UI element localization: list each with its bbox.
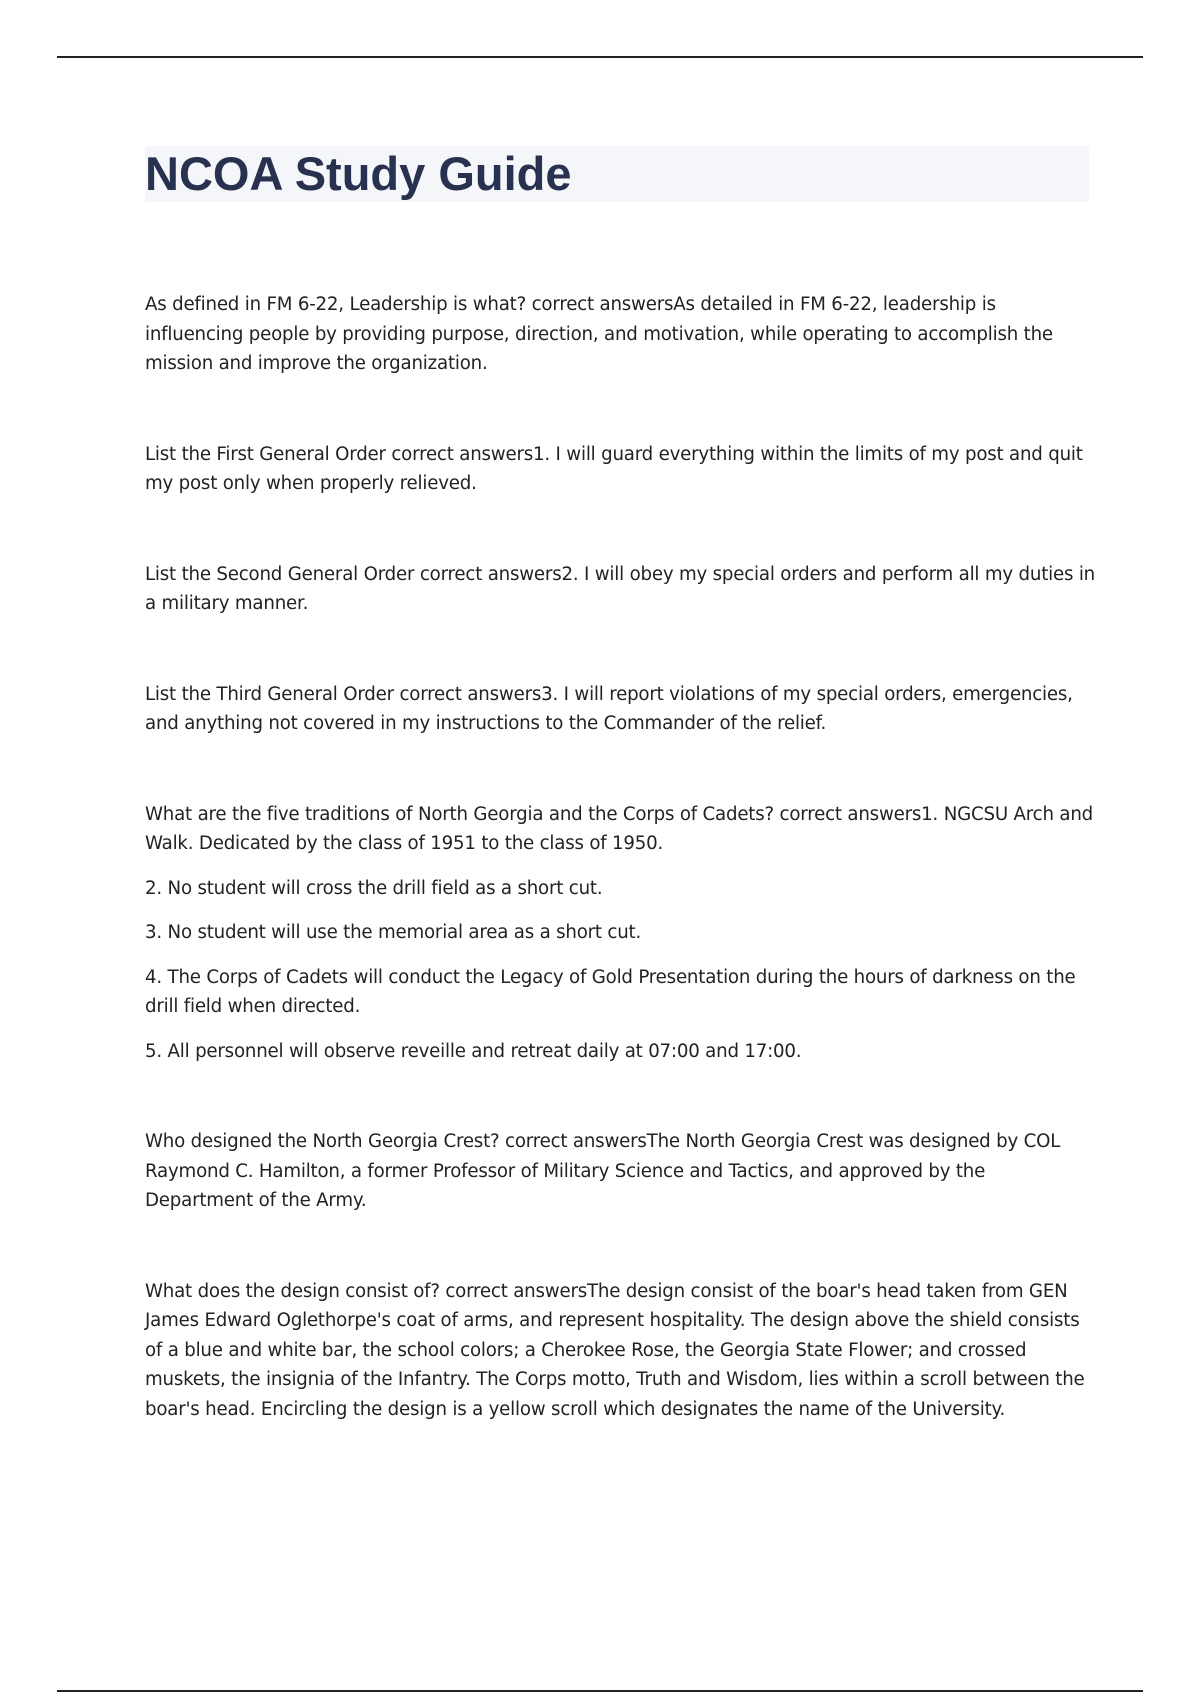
qa-text: List the Third General Order correct answers3. I will report violations of my special orders, emergencies, and anything not covered in my instructions to the Commander of the relief. [145,683,1073,734]
qa-text: List the First General Order correct answers1. I will guard everything within the limits of my post and quit my post only when properly relieved. [145,443,1083,494]
qa-text: As defined in FM 6-22, Leadership is what? correct answersAs detailed in FM 6-22, leadership is influencing people by providing purpose, direction, and motivation, while operating to accomplish the mission and improve the organization. [145,294,1053,374]
page-title: NCOA Study Guide [145,147,572,200]
bottom-rule [57,1690,1143,1692]
qa-entry-leadership [145,290,1095,379]
qa-text: Who designed the North Georgia Crest? correct answersThe North Georgia Crest was designed by COL Raymond C. Hamilton, a former Professor of Military Science and Tactics, and approved by the Department of the Army. [145,1131,1061,1211]
qa-entry-five-traditions [145,800,1095,1067]
tradition-item: 3. No student will use the memorial area as a short cut. [145,922,642,943]
tradition-item: 5. All personnel will observe reveille and retreat daily at 07:00 and 17:00. [145,1040,802,1062]
qa-text: What does the design consist of? correct answersThe design consist of the boar's head taken from GEN James Edward Oglethorpe's coat of arms, and represent hospitality. The design above the shield consists of a blue and white bar, the school colors; a Cherokee Rose, the Georgia State Flower; and crossed muskets, the insignia of the Infantry. The Corps motto, Truth and Wisdom, lies within a scroll between the boar's head. Encircling the design is a yellow scroll which designates the name of the University. [145,1280,1085,1420]
qa-entry-second-general-order [145,560,1095,619]
qa-entry-first-general-order [145,440,1095,499]
qa-entry-crest-designer [145,1127,1095,1216]
qa-text: What are the five traditions of North Georgia and the Corps of Cadets? correct answers1. NGCSU Arch and Walk. Dedicated by the class of 1951 to the class of 1950. [145,803,1093,854]
tradition-item: 2. No student will cross the drill field as a short cut. [145,877,603,899]
top-rule [57,56,1143,58]
tradition-item: 4. The Corps of Cadets will conduct the Legacy of Gold Presentation during the hours of darkness on the drill field when directed. [145,966,1076,1017]
document-body [145,290,1095,1485]
qa-entry-third-general-order [145,680,1095,739]
qa-entry-crest-design [145,1277,1095,1425]
qa-text: List the Second General Order correct answers2. I will obey my special orders and perform all my duties in a military manner. [145,563,1096,614]
